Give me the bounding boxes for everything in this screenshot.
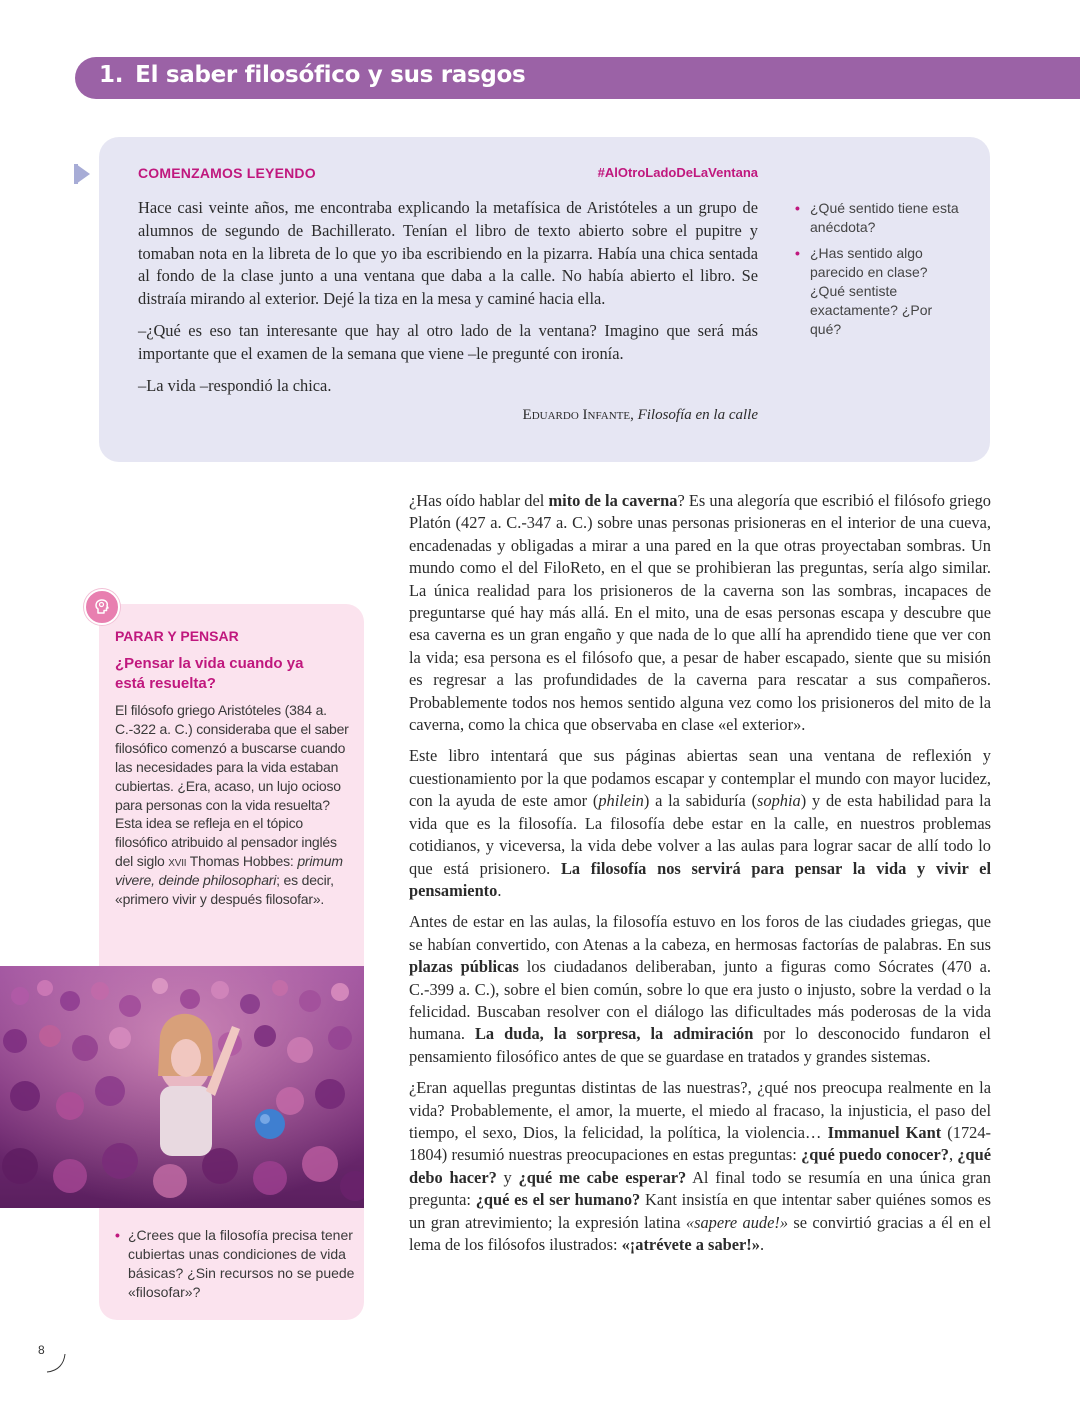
citation-author: Eduardo Infante <box>522 407 631 424</box>
text-run: ¿Eran aquellas preguntas distintas de las nuestras?, ¿qué nos preocupa realmente en la vida? Probablemente, el amor, la muerte, el miedo al fracaso, la injusticia, el paso del tiempo, el sexo, Dios, la felicidad, la política, la violencia… <box>409 1078 991 1142</box>
pause-box <box>99 604 364 1320</box>
reading-question <box>795 244 965 339</box>
section-number: 1. <box>99 62 124 88</box>
text-run: ; es decir, «primero vivir y después filosofar». <box>115 872 334 908</box>
key-term: ¿qué debo hacer? <box>409 1145 991 1187</box>
reading-title: COMENZAMOS LEYENDO <box>138 165 316 181</box>
text-run: . <box>759 1235 765 1254</box>
main-text <box>409 490 991 1265</box>
reading-question-text: ¿Qué sentido tiene esta anécdota? <box>810 200 959 235</box>
key-term: ¿qué es el ser humano? <box>475 1190 641 1210</box>
pause-question <box>115 1226 360 1302</box>
key-term: «¡atrévete a saber!» <box>621 1235 760 1254</box>
section-header <box>75 57 1080 99</box>
reading-paragraph: –¿Qué es eso tan interesante que hay al otro lado de la ventana? Imagino que será más importante que el examen de la semana que viene –le pregunté con ironía. <box>138 320 758 363</box>
reading-hashtag: #AlOtroLadoDeLaVentana <box>597 165 758 180</box>
section-title <box>99 62 525 88</box>
text-run: por lo desconocido fundaron el pensamiento filosófico antes de que se guardase en tratados y grandes sistemas. <box>409 1024 991 1066</box>
key-term: Immanuel Kant <box>827 1122 942 1142</box>
reading-tab-arrow-icon <box>76 164 90 184</box>
text-run: Antes de estar en las aulas, la filosofía estuvo en los foros de las ciudades griegas, que se habían convertido, con Atenas a la cabeza, en hermosas factorías de palabras. En sus <box>409 912 991 954</box>
text-run: Thomas Hobbes: <box>186 853 298 870</box>
main-paragraph-4 <box>409 1077 991 1256</box>
head-icon-graphic <box>92 597 112 617</box>
greek-term: philein <box>598 791 644 811</box>
crowd-photo <box>0 966 364 1208</box>
latin-term: «sapere aude!» <box>685 1212 789 1232</box>
text-run: los ciudadanos deliberaban, junto a figuras como Sócrates (470 a. C.-399 a. C.), sobre el bien común, sobre lo que era justo o injusto, sobre la verdad o la felicidad. Buscaban resolver con el diálogo las dificultades más poderosas de la vida humana. <box>409 957 991 1044</box>
century-numeral: xvii <box>168 853 187 870</box>
bullet-icon: • <box>795 245 800 261</box>
reading-citation: Eduardo Infante, Filosofía en la calle <box>522 407 758 424</box>
text-run: Kant insistía en que intentar saber quiénes somos es un gran atrevimiento; la expresión latina <box>409 1190 991 1232</box>
citation-book: Filosofía en la calle <box>637 407 758 424</box>
text-run: Al final todo se resumía en una única gran pregunta: <box>409 1167 991 1210</box>
reading-questions <box>795 199 965 346</box>
text-run: y <box>496 1167 519 1187</box>
text-run: (1724-1804) resumió nuestras preocupaciones en estas preguntas: <box>409 1122 991 1165</box>
latin-phrase: primum vivere, deinde philosophari <box>115 853 343 889</box>
text-run: se convirtió gracias a él en el lema de los filósofos ilustrados: <box>409 1212 991 1254</box>
greek-term: sophia <box>757 791 801 811</box>
text-run: ) y de esta habilidad para la vida que es la filosofía. La filosofía debe estar en la calle, en nuestros problemas cotidianos, y viceversa, la vida debe volver a las aulas para lograr sacar de allí todo lo que está prisionero. <box>409 791 991 878</box>
reading-paragraph: –La vida –respondió la chica. <box>138 375 332 395</box>
pause-title: PARAR Y PENSAR <box>115 628 239 644</box>
reading-question-text: ¿Has sentido algo parecido en clase? ¿Qué sentiste exactamente? ¿Por qué? <box>810 245 933 337</box>
text-run: , <box>948 1145 958 1165</box>
main-paragraph-1 <box>409 490 991 736</box>
reading-text <box>138 197 758 427</box>
key-term: mito de la caverna <box>548 491 678 510</box>
crowd-photo-graphic <box>0 966 364 1208</box>
bullet-icon: • <box>115 1227 120 1243</box>
text-run: ) a la sabiduría ( <box>643 791 758 811</box>
key-term: La duda, la sorpresa, la admiración <box>475 1024 754 1044</box>
main-paragraph-2 <box>409 745 991 902</box>
text-run: ¿Has oído hablar del <box>409 491 549 510</box>
reading-box <box>99 137 990 462</box>
text-run: ? Es una alegoría que escribió el filósofo griego Platón (427 a. C.-347 a. C.) sobre unas personas prisioneras en el interior de una cueva, encadenadas y obligadas a mirar a una pared en la que otras proyectaban sombras. Un mundo como el del FiloReto, en el que se prohibieran las preguntas, sería algo similar. La única realidad para los prisioneros de la caverna son las sombras, incapaces de preguntarse qué hay más allá. En el mito, una de esas personas escapa y descubre que esa caverna es un gran engaño y que nada de lo que allí ha aprendido tiene que ver con la vida; esa persona es el filósofo que, a pesar de haber escapado, siente que su misión es regresar a las profundidades de la caverna para rescatar a sus compañeros. Probablemente todos nos hemos sentido alguna vez como los prisioneros del mito de la caverna, como la chica que observaba en clase «el exterior». <box>409 491 992 735</box>
page-number: 8 <box>38 1343 45 1357</box>
main-paragraph-3 <box>409 911 991 1068</box>
reading-paragraph: Hace casi veinte años, me encontraba explicando la metafísica de Aristóteles a un grupo de alumnos de segundo de Bachillerato. Tenían el libro de texto abierto sobre el pupitre y tomaban nota en la libreta de lo que yo iba escribiendo en la pizarra. Había una chica sentada al fondo de la clase junto a una ventana que daba a la calle. No había abierto el libro. Se distraía mirando al exterior. Dejé la tiza en la mesa y caminé hacia ella. <box>138 198 758 309</box>
text-run: El filósofo griego Aristóteles (384 a. C.-322 a. C.) consideraba que el saber filosófico comenzó a buscarse cuando las necesidades para la vida estaban cubiertas. ¿Era, acaso, un lujo ocioso para personas con la vida resuelta? Esta idea se refleja en el tópico filosófico atribuido al pensador inglés del siglo <box>115 702 349 870</box>
pause-subtitle: ¿Pensar la vida cuando ya está resuelta? <box>115 655 304 692</box>
key-term: ¿qué puedo conocer? <box>801 1145 949 1165</box>
page-corner-curve <box>46 1352 66 1374</box>
key-term: La filosofía nos servirá para pensar la vida y vivir el pensamiento <box>409 858 992 900</box>
bullet-icon: • <box>795 200 800 216</box>
key-term: ¿qué me cabe esperar? <box>518 1167 687 1187</box>
key-term: plazas públicas <box>409 957 519 977</box>
text-run: Este libro intentará que sus páginas abiertas sean una ventana de reflexión y cuestionamiento por la que podamos escapar y contemplar el mundo con mayor lucidez, con la ayuda de este amor ( <box>409 746 991 811</box>
section-title-text: El saber filosófico y sus rasgos <box>135 62 526 88</box>
reading-question <box>795 199 965 237</box>
pause-text <box>115 701 351 909</box>
pause-question-text: ¿Crees que la filosofía precisa tener cubiertas unas condiciones de vida básicas? ¿Sin recursos no se puede «filosofar»? <box>128 1227 355 1300</box>
text-run: . <box>497 880 502 900</box>
head-thinking-icon <box>84 589 120 625</box>
